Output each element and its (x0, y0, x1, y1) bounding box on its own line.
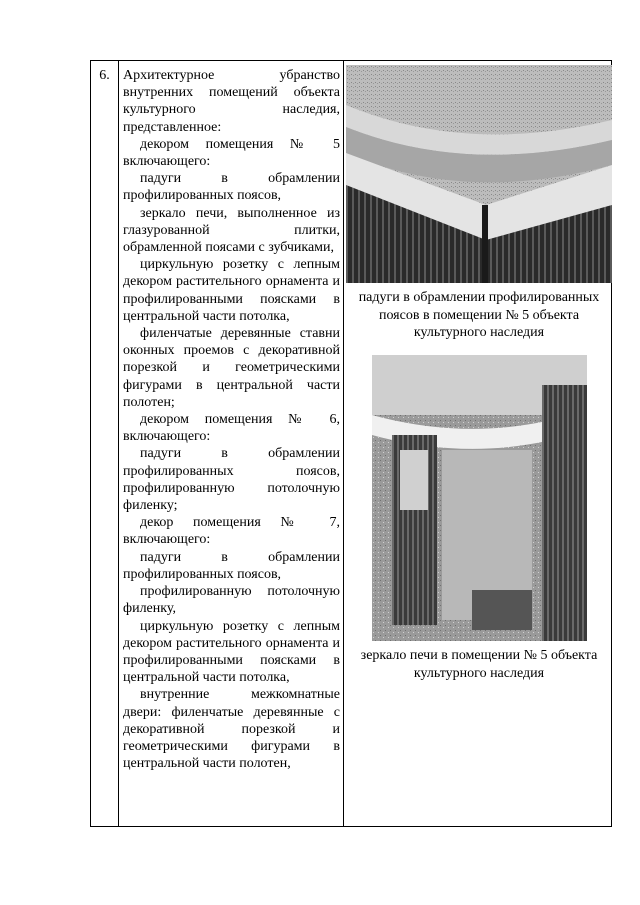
document-table (90, 60, 612, 827)
paragraph: циркульную розетку с лепным декором растительного орнамента и профилированными поясками в центральной части потолка, (123, 618, 340, 686)
paragraph: циркульную розетку с лепным декором растительного орнамента и профилированными поясками в центральной части потолка, (123, 257, 340, 324)
description-cell (123, 67, 340, 772)
paragraph: падуги в обрамлении профилированных поясов, профилированную потолочную филенку; (123, 446, 340, 514)
paragraph: декором помещения № 5 включающего: (123, 136, 340, 170)
photo-caption: зеркало печи в помещении № 5 объекта культурного наследия (360, 648, 598, 681)
paragraph: декор помещения № 7, включающего: (123, 515, 340, 548)
photo-caption: падуги в обрамлении профилированных поясов в помещении № 5 объекта культурного наследия (358, 290, 600, 340)
paragraph: внутренние межкомнатные двери: филенчатые деревянные с декоративной порезкой и геометрическими фигурами в центральной части полотен, (123, 687, 340, 772)
column-divider (343, 61, 344, 826)
paragraph: падуги в обрамлении профилированных поясов, (123, 549, 340, 582)
column-divider (118, 61, 119, 826)
row-number: 6. (99, 68, 110, 83)
paragraph: филенчатые деревянные ставни оконных проемов с декоративной порезкой и геометрическими фигурами в центральной части полотен; (123, 326, 340, 410)
paragraph: зеркало печи, выполненное из глазурованной плитки, обрамленной поясами с зубчиками, (123, 205, 340, 256)
paragraph: декором помещения № 6, включающего: (123, 412, 340, 445)
paragraph: профилированную потолочную филенку, (123, 584, 340, 617)
paragraph: Архитектурное убранство внутренних помещений объекта культурного наследия, представленное: (123, 68, 340, 135)
paragraph: падуги в обрамлении профилированных поясов, (123, 171, 340, 204)
ceiling-coving-photo (346, 65, 612, 283)
stove-mirror-photo (372, 355, 587, 641)
